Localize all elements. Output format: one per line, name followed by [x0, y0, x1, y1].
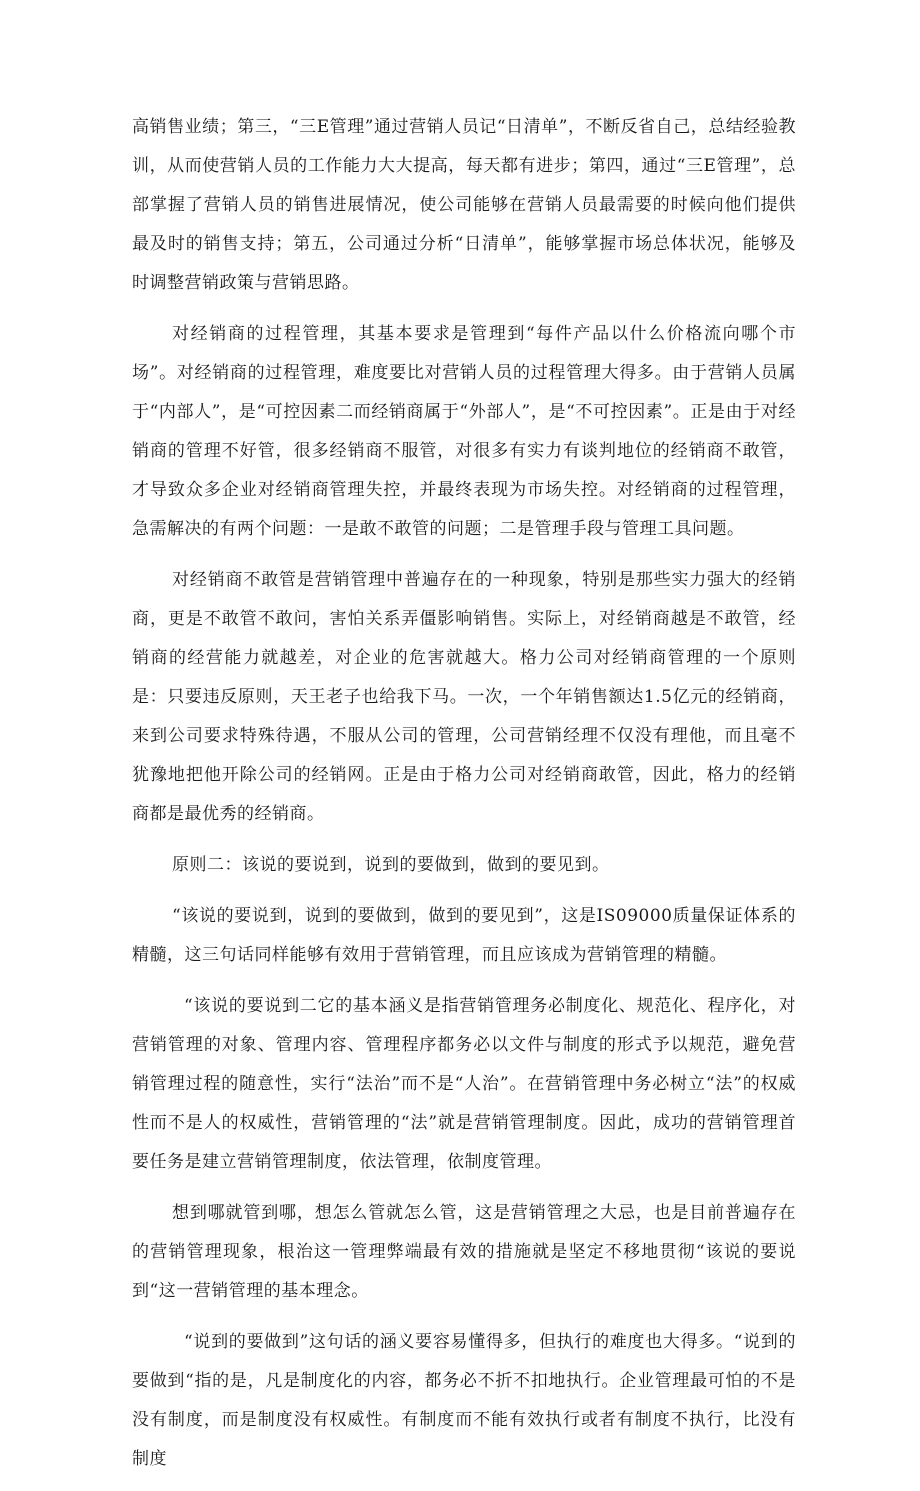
paragraph-7: 想到哪就管到哪，想怎么管就怎么管，这是营销管理之大忌，也是目前普遍存在的营销管理现象，根治这一管理弊端最有效的措施就是坚定不移地贯彻“该说的要说到“这一营销管理的基本理念。: [132, 1203, 796, 1301]
paragraph-6: “该说的要说到二它的基本涵义是指营销管理务必制度化、规范化、程序化，对营销管理的对象、管理内容、管理程序都务必以文件与制度的形式予以规范，避免营销管理过程的随意性，实行“法治”而不是“人治”。在营销管理中务必树立“法”的权威性而不是人的权威性，营销管理的“法”就是营销管理制度。因此，成功的营销管理首要任务是建立营销管理制度，依法管理，依制度管理。: [132, 996, 796, 1172]
document-body: [132, 108, 796, 1491]
paragraph-1: 高销售业绩；第三，“三E管理”通过营销人员记“日清单”，不断反省自己，总结经验教训，从而使营销人员的工作能力大大提高，每天都有进步；第四，通过“三E管理”，总部掌握了营销人员的销售进展情况，使公司能够在营销人员最需要的时候向他们提供最及时的销售支持；第五，公司通过分析“日清单”，能够掌握市场总体状况，能够及时调整营销政策与营销思路。: [132, 117, 796, 293]
paragraph-8: “说到的要做到”这句话的涵义要容易懂得多，但执行的难度也大得多。“说到的要做到“指的是，凡是制度化的内容，都务必不折不扣地执行。企业管理最可怕的不是没有制度，而是制度没有权威性。有制度而不能有效执行或者有制度不执行，比没有制度: [132, 1332, 796, 1469]
paragraph-3: 对经销商不敢管是营销管理中普遍存在的一种现象，特别是那些实力强大的经销商，更是不敢管不敢问，害怕关系弄僵影响销售。实际上，对经销商越是不敢管，经销商的经营能力就越差，对企业的危害就越大。格力公司对经销商管理的一个原则是：只要违反原则，天王老子也给我下马。一次，一个年销售额达1.5亿元的经销商，来到公司要求特殊待遇，不服从公司的管理，公司营销经理不仅没有理他，而且毫不犹豫地把他开除公司的经销网。正是由于格力公司对经销商敢管，因此，格力的经销商都是最优秀的经销商。: [132, 570, 796, 824]
paragraph-2: 对经销商的过程管理，其基本要求是管理到“每件产品以什么价格流向哪个市场”。对经销商的过程管理，难度要比对营销人员的过程管理大得多。由于营销人员属于“内部人”，是“可控因素二而经销商属于“外部人”，是“不可控因素”。正是由于对经销商的管理不好管，很多经销商不服管，对很多有实力有谈判地位的经销商不敢管，才导致众多企业对经销商管理失控，并最终表现为市场失控。对经销商的过程管理，急需解决的有两个问题：一是敢不敢管的问题；二是管理手段与管理工具问题。: [132, 324, 796, 539]
paragraph-4: 原则二：该说的要说到，说到的要做到，做到的要见到。: [172, 855, 610, 875]
paragraph-5: “该说的要说到，说到的要做到，做到的要见到”，这是IS09000质量保证体系的精髓，这三句话同样能够有效用于营销管理，而且应该成为营销管理的精髓。: [132, 906, 796, 965]
